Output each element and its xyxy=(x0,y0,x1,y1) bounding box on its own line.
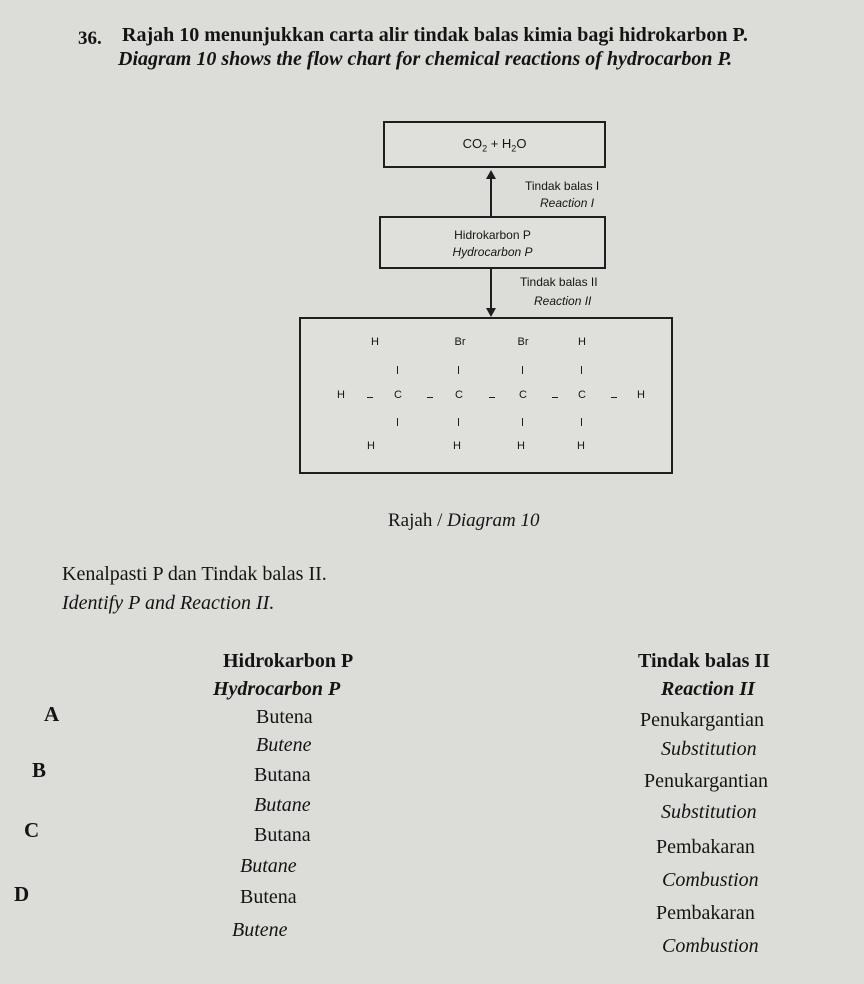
diagram-caption: Rajah / Diagram 10 xyxy=(388,510,540,531)
option-a-hydrocarbon-malay: Butena xyxy=(256,706,313,728)
option-b-hydrocarbon-english: Butane xyxy=(254,794,311,816)
option-c-letter[interactable]: C xyxy=(24,818,40,842)
hydrocarbon-label-malay: Hidrokarbon P xyxy=(454,228,531,242)
reaction2-label-malay: Tindak balas II xyxy=(520,275,598,289)
option-d-hydrocarbon-english: Butene xyxy=(232,919,288,941)
option-d-hydrocarbon-malay: Butena xyxy=(240,886,297,908)
header-hydrocarbon-english: Hydrocarbon P xyxy=(213,678,341,700)
option-d-reaction-malay: Pembakaran xyxy=(656,902,755,924)
option-c-reaction-malay: Pembakaran xyxy=(656,836,755,858)
atom-c3: C xyxy=(519,389,527,401)
structural-formula-box xyxy=(299,317,673,474)
bond-h-2 xyxy=(427,397,433,398)
atom-bottom-4: H xyxy=(577,440,585,452)
reaction1-arrow xyxy=(490,178,492,216)
bond-h-4 xyxy=(552,397,558,398)
reaction2-arrow xyxy=(490,269,492,309)
bond-down-4 xyxy=(581,418,582,426)
option-c-hydrocarbon-malay: Butana xyxy=(254,824,311,846)
bond-h-1 xyxy=(367,397,373,398)
question-text-malay: Rajah 10 menunjukkan carta alir tindak balas kimia bagi hidrokarbon P. xyxy=(122,24,748,46)
products-formula: $CO_2 + H_2O$ xyxy=(462,136,527,154)
atom-mid-h-left: H xyxy=(337,389,345,401)
reaction2-label-english: Reaction II xyxy=(534,294,592,308)
atom-bottom-1: H xyxy=(367,440,375,452)
bond-down-1 xyxy=(397,418,398,426)
option-a-reaction-malay: Penukargantian xyxy=(640,709,765,731)
hydrocarbon-box xyxy=(379,216,606,269)
atom-mid-h-right: H xyxy=(637,389,645,401)
option-c-reaction-english: Combustion xyxy=(662,869,759,891)
reaction1-label-english: Reaction I xyxy=(540,196,595,210)
option-d-reaction-english: Combustion xyxy=(662,935,759,957)
header-reaction-malay: Tindak balas II xyxy=(638,650,770,672)
bond-up-2 xyxy=(458,366,459,374)
bond-down-2 xyxy=(458,418,459,426)
reaction1-label-malay: Tindak balas I xyxy=(525,179,600,193)
hydrocarbon-label-english: Hydrocarbon P xyxy=(452,245,533,259)
option-b-reaction-malay: Penukargantian xyxy=(644,770,769,792)
atom-c1: C xyxy=(394,389,402,401)
question-text-english: Diagram 10 shows the flow chart for chemical reactions of hydrocarbon P. xyxy=(118,48,733,70)
prompt-malay: Kenalpasti P dan Tindak balas II. xyxy=(62,563,327,585)
bond-h-3 xyxy=(489,397,495,398)
option-a-hydrocarbon-english: Butene xyxy=(256,734,312,756)
option-a-reaction-english: Substitution xyxy=(661,738,757,760)
bond-down-3 xyxy=(522,418,523,426)
bond-h-5 xyxy=(611,397,617,398)
header-hydrocarbon-malay: Hidrokarbon P xyxy=(223,650,354,672)
products-box xyxy=(383,121,606,168)
atom-bottom-2: H xyxy=(453,440,461,452)
atom-top-3: Br xyxy=(517,336,529,348)
option-b-hydrocarbon-malay: Butana xyxy=(254,764,311,786)
question-number: 36. xyxy=(78,28,102,49)
atom-c2: C xyxy=(455,389,463,401)
atom-top-4: H xyxy=(578,336,586,348)
header-reaction-english: Reaction II xyxy=(661,678,755,700)
atom-bottom-3: H xyxy=(517,440,525,452)
atom-top-1: H xyxy=(371,336,379,348)
reaction1-arrowhead xyxy=(486,170,496,179)
prompt-english: Identify P and Reaction II. xyxy=(62,592,275,614)
bond-up-4 xyxy=(581,366,582,374)
option-b-letter[interactable]: B xyxy=(32,758,47,782)
atom-top-2: Br xyxy=(454,336,466,348)
option-a-letter[interactable]: A xyxy=(44,702,60,726)
reaction2-arrowhead xyxy=(486,308,496,317)
bond-up-3 xyxy=(522,366,523,374)
atom-c4: C xyxy=(578,389,586,401)
option-d-letter[interactable]: D xyxy=(14,882,30,906)
bond-up-1 xyxy=(397,366,398,374)
option-b-reaction-english: Substitution xyxy=(661,801,757,823)
option-c-hydrocarbon-english: Butane xyxy=(240,855,297,877)
